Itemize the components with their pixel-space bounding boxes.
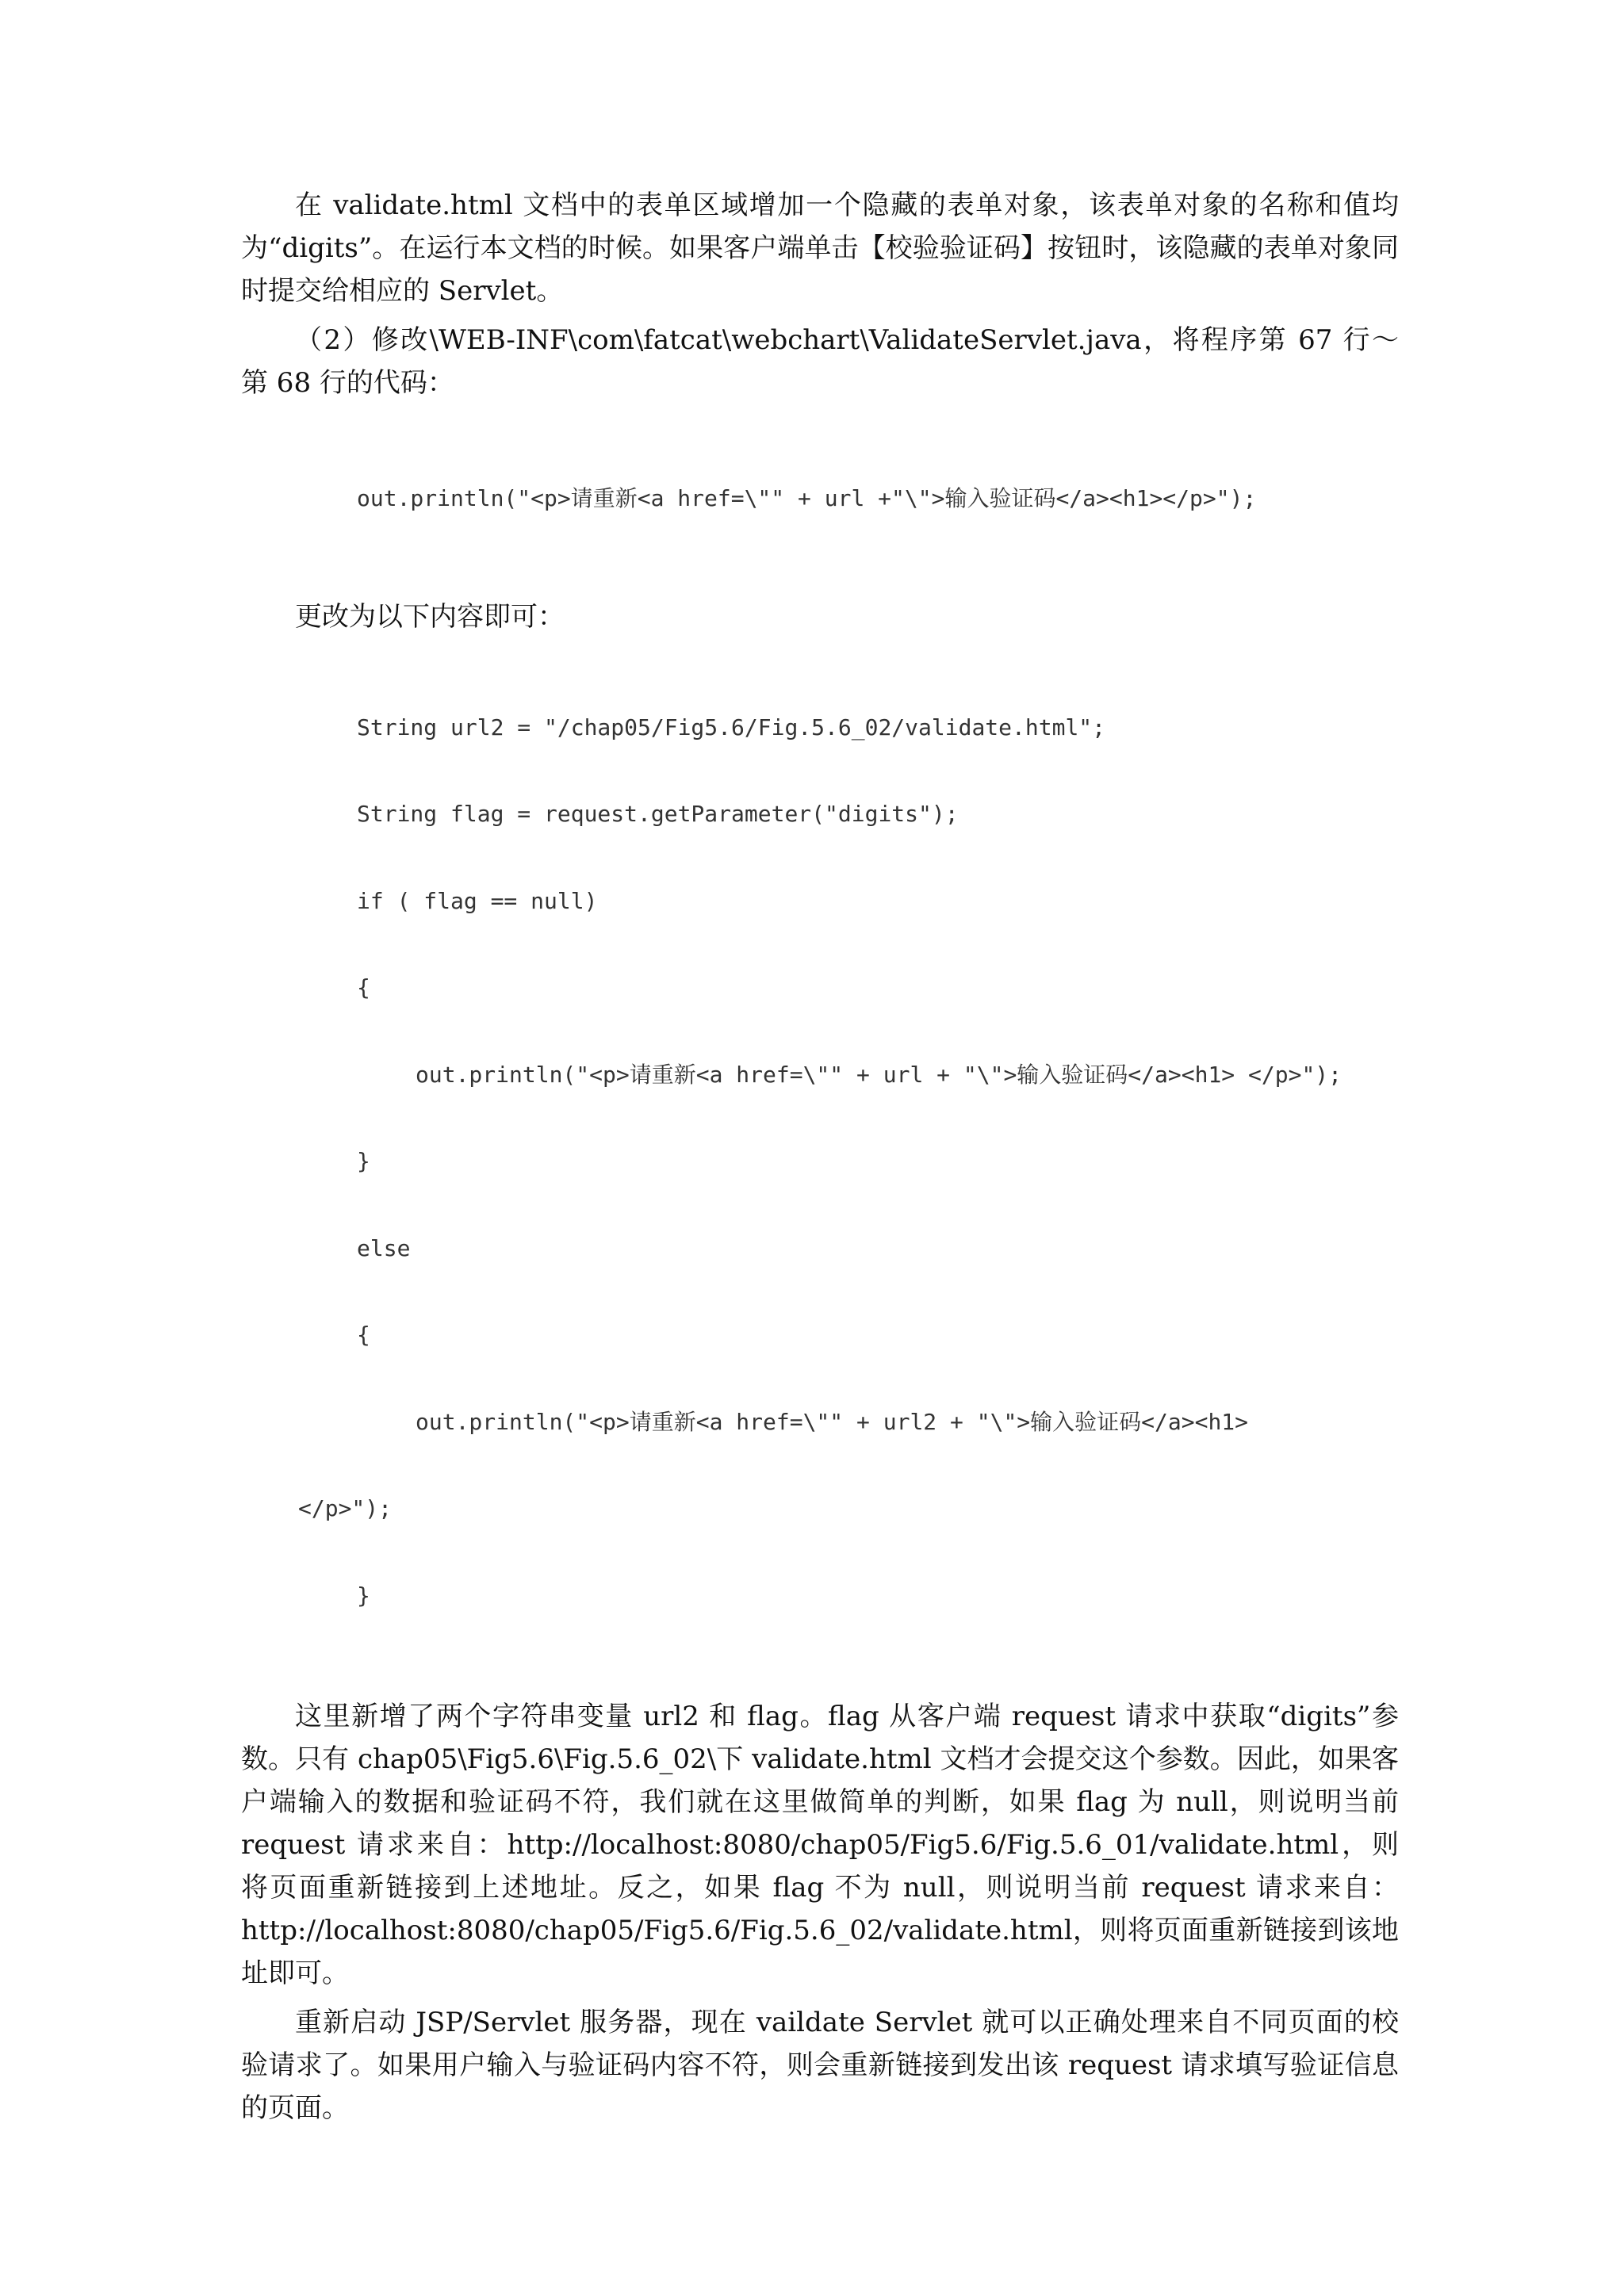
paragraph-replace-with: 更改为以下内容即可： bbox=[295, 600, 565, 633]
code-line: out.println("<p>请重新<a href=\"" + url2 + "\">输入验证码</a><h1> bbox=[416, 1408, 1249, 1435]
code-line: if ( flag == null) bbox=[357, 887, 598, 914]
code-line: } bbox=[357, 1582, 370, 1609]
code-line: } bbox=[357, 1148, 370, 1174]
code-line: { bbox=[357, 1322, 370, 1348]
code-line: else bbox=[357, 1234, 411, 1261]
paragraph-hidden-field: 在 validate.html 文档中的表单区域增加一个隐藏的表单对象，该表单对象的名称和值均为“digits”。在运行本文档的时候。如果客户端单击【校验验证码】按钮时，该隐藏的表单对象同时提交给相应的 Servlet。 bbox=[241, 189, 1399, 307]
code-block-original bbox=[241, 427, 1399, 572]
code-line: String flag = request.getParameter("digits"); bbox=[357, 801, 959, 827]
document-body bbox=[241, 184, 1399, 2130]
code-line: </p>"); bbox=[298, 1495, 393, 1521]
code-line: String url2 = "/chap05/Fig5.6/Fig.5.6_02/validate.html"; bbox=[357, 714, 1106, 740]
code-line: out.println("<p>请重新<a href=\"" + url + "\">输入验证码</a><h1> </p>"); bbox=[416, 1061, 1342, 1088]
code-line: out.println("<p>请重新<a href=\"" + url +"\">输入验证码</a><h1></p>"); bbox=[357, 485, 1257, 511]
code-line: { bbox=[357, 974, 370, 1001]
paragraph-explanation: 这里新增了两个字符串变量 url2 和 flag。flag 从客户端 request 请求中获取“digits”参数。只有 chap05\Fig5.6\Fig.5.6_02\下 validate.html 文档才会提交这个参数。因此，如果客户端输入的数据和验证码不符，我们就在这里做简单的判断，如果 flag 为 null，则说明当前 request 请求来自：http://localhost:8080/chap05/Fig5.6/Fig.5.6_01/validate.html，则将页面重新链接到上述地址。反之，如果 flag 不为 null，则说明当前 request 请求来自：http://localhost:8080/chap05/Fig5.6/Fig.5.6_02/validate.html，则将页面重新链接到该地址即可。 bbox=[241, 1701, 1399, 1989]
code-block-replacement bbox=[241, 656, 1399, 1669]
paragraph-modify-servlet: （2）修改\WEB-INF\com\fatcat\webchart\ValidateServlet.java，将程序第 67 行～第 68 行的代码： bbox=[241, 324, 1399, 399]
paragraph-restart-server: 重新启动 JSP/Servlet 服务器，现在 vaildate Servlet 就可以正确处理来自不同页面的校验请求了。如果用户输入与验证码内容不符，则会重新链接到发出该 request 请求填写验证信息的页面。 bbox=[241, 2007, 1399, 2124]
